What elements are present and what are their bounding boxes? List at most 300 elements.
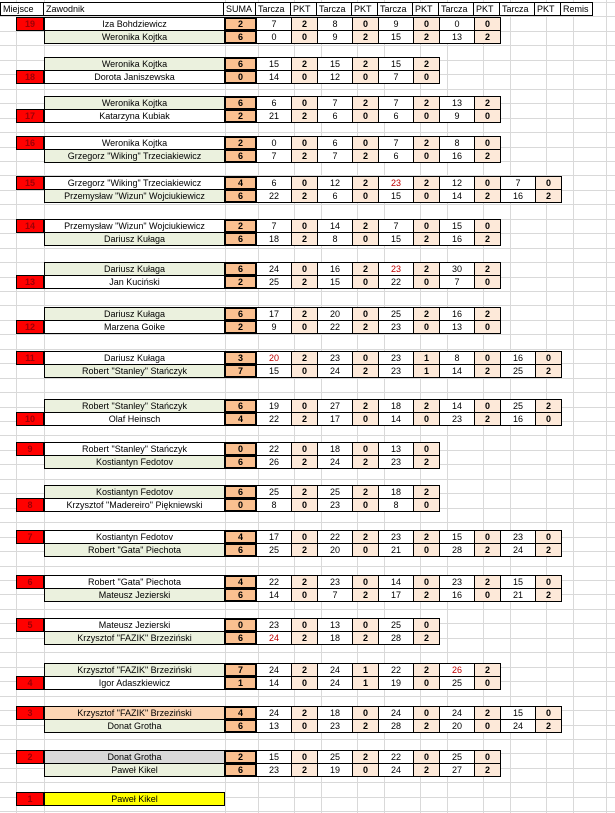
tarcza-cell[interactable]: 7 (256, 149, 292, 163)
place-badge[interactable]: 6 (16, 575, 44, 589)
suma-cell[interactable]: 2 (224, 17, 257, 31)
tarcza-cell[interactable]: 8 (439, 351, 475, 365)
pkt-cell[interactable]: 0 (352, 575, 379, 589)
pkt-cell[interactable]: 2 (352, 320, 379, 334)
tarcza-cell[interactable]: 20 (317, 543, 353, 557)
tarcza-cell[interactable]: 9 (378, 17, 414, 31)
pkt-cell[interactable]: 0 (535, 575, 562, 589)
suma-cell[interactable]: 4 (224, 530, 257, 544)
player-name-cell[interactable]: Igor Adaszkiewicz (44, 676, 225, 690)
tarcza-cell[interactable]: 25 (500, 364, 536, 378)
pkt-cell[interactable]: 0 (474, 719, 501, 733)
pkt-cell[interactable]: 0 (291, 750, 318, 764)
tarcza-cell[interactable]: 22 (378, 750, 414, 764)
tarcza-cell[interactable]: 20 (439, 719, 475, 733)
pkt-cell[interactable]: 2 (413, 176, 440, 190)
suma-cell[interactable]: 2 (224, 136, 257, 150)
tarcza-cell[interactable]: 7 (378, 136, 414, 150)
pkt-cell[interactable]: 0 (474, 399, 501, 413)
tarcza-cell[interactable]: 12 (317, 70, 353, 84)
pkt-cell[interactable]: 2 (413, 96, 440, 110)
place-badge[interactable]: 19 (16, 17, 44, 31)
header-cell-pkt-2[interactable]: PKT (351, 2, 378, 16)
pkt-cell[interactable]: 0 (474, 219, 501, 233)
pkt-cell[interactable]: 0 (352, 307, 379, 321)
place-badge[interactable]: 16 (16, 136, 44, 150)
tarcza-cell[interactable]: 12 (317, 176, 353, 190)
pkt-cell[interactable]: 2 (291, 351, 318, 365)
pkt-cell[interactable]: 0 (474, 109, 501, 123)
tarcza-cell[interactable]: 23 (317, 498, 353, 512)
pkt-cell[interactable]: 0 (413, 189, 440, 203)
pkt-cell[interactable]: 0 (413, 219, 440, 233)
tarcza-cell[interactable]: 23 (317, 719, 353, 733)
pkt-cell[interactable]: 2 (413, 530, 440, 544)
tarcza-cell[interactable]: 0 (256, 136, 292, 150)
pkt-cell[interactable]: 0 (291, 262, 318, 276)
pkt-cell[interactable]: 2 (291, 663, 318, 677)
pkt-cell[interactable]: 2 (291, 189, 318, 203)
tarcza-cell[interactable]: 6 (317, 109, 353, 123)
tarcza-cell[interactable]: 24 (317, 663, 353, 677)
pkt-cell[interactable]: 2 (413, 399, 440, 413)
tarcza-cell[interactable]: 16 (317, 262, 353, 276)
suma-cell[interactable]: 6 (224, 719, 257, 733)
player-name-cell[interactable]: Dariusz Kułaga (44, 307, 225, 321)
pkt-cell[interactable]: 1 (352, 663, 379, 677)
player-name-cell[interactable]: Kostiantyn Fedotov (44, 455, 225, 469)
pkt-cell[interactable]: 0 (352, 70, 379, 84)
tarcza-cell[interactable]: 15 (378, 57, 414, 71)
pkt-cell[interactable]: 0 (474, 676, 501, 690)
pkt-cell[interactable]: 2 (535, 588, 562, 602)
pkt-cell[interactable]: 0 (474, 530, 501, 544)
suma-cell[interactable]: 2 (224, 750, 257, 764)
tarcza-cell[interactable]: 15 (500, 575, 536, 589)
tarcza-cell[interactable]: 7 (256, 219, 292, 233)
tarcza-cell[interactable]: 15 (439, 530, 475, 544)
tarcza-cell[interactable]: 24 (256, 262, 292, 276)
tarcza-cell[interactable]: 9 (439, 109, 475, 123)
suma-cell[interactable]: 0 (224, 442, 257, 456)
player-name-cell[interactable]: Mateusz Jezierski (44, 588, 225, 602)
pkt-cell[interactable]: 2 (474, 543, 501, 557)
pkt-cell[interactable]: 2 (535, 399, 562, 413)
pkt-cell[interactable]: 2 (291, 17, 318, 31)
player-name-cell[interactable]: Kostiantyn Fedotov (44, 530, 225, 544)
pkt-cell[interactable]: 2 (413, 232, 440, 246)
tarcza-cell[interactable]: 14 (439, 189, 475, 203)
pkt-cell[interactable]: 0 (291, 219, 318, 233)
tarcza-cell[interactable]: 25 (256, 485, 292, 499)
pkt-cell[interactable]: 0 (352, 543, 379, 557)
tarcza-cell[interactable]: 7 (500, 176, 536, 190)
pkt-cell[interactable]: 2 (352, 176, 379, 190)
tarcza-cell[interactable]: 16 (500, 189, 536, 203)
place-badge[interactable]: 17 (16, 109, 44, 123)
tarcza-cell[interactable]: 15 (378, 189, 414, 203)
tarcza-cell[interactable]: 17 (256, 307, 292, 321)
suma-cell[interactable]: 6 (224, 399, 257, 413)
place-badge[interactable]: 5 (16, 618, 44, 632)
place-badge[interactable]: 3 (16, 706, 44, 720)
pkt-cell[interactable]: 0 (352, 351, 379, 365)
pkt-cell[interactable]: 2 (474, 663, 501, 677)
tarcza-cell[interactable]: 24 (500, 719, 536, 733)
tarcza-cell[interactable]: 7 (256, 17, 292, 31)
player-name-cell[interactable]: Mateusz Jezierski (44, 618, 225, 632)
tarcza-cell[interactable]: 23 (317, 575, 353, 589)
pkt-cell[interactable]: 2 (352, 719, 379, 733)
player-name-cell[interactable]: Dariusz Kułaga (44, 351, 225, 365)
pkt-cell[interactable]: 2 (535, 364, 562, 378)
tarcza-cell[interactable]: 24 (317, 364, 353, 378)
place-badge[interactable]: 1 (16, 792, 44, 806)
pkt-cell[interactable]: 0 (291, 364, 318, 378)
place-badge[interactable]: 7 (16, 530, 44, 544)
pkt-cell[interactable]: 2 (474, 96, 501, 110)
pkt-cell[interactable]: 0 (291, 719, 318, 733)
pkt-cell[interactable]: 0 (352, 763, 379, 777)
pkt-cell[interactable]: 2 (413, 631, 440, 645)
tarcza-cell[interactable]: 6 (256, 176, 292, 190)
place-badge[interactable]: 14 (16, 219, 44, 233)
tarcza-cell[interactable]: 23 (378, 320, 414, 334)
pkt-cell[interactable]: 2 (291, 109, 318, 123)
player-name-cell[interactable]: Dorota Janiszewska (44, 70, 225, 84)
tarcza-cell[interactable]: 25 (500, 399, 536, 413)
tarcza-cell[interactable]: 22 (317, 320, 353, 334)
pkt-cell[interactable]: 0 (413, 676, 440, 690)
tarcza-cell[interactable]: 20 (317, 307, 353, 321)
suma-cell[interactable]: 6 (224, 588, 257, 602)
player-name-cell[interactable]: Dariusz Kułaga (44, 262, 225, 276)
tarcza-cell[interactable]: 19 (256, 399, 292, 413)
pkt-cell[interactable]: 2 (352, 455, 379, 469)
pkt-cell[interactable]: 0 (413, 412, 440, 426)
pkt-cell[interactable]: 2 (291, 275, 318, 289)
pkt-cell[interactable]: 2 (474, 307, 501, 321)
suma-cell[interactable]: 6 (224, 96, 257, 110)
suma-cell[interactable]: 2 (224, 219, 257, 233)
tarcza-cell[interactable]: 7 (317, 96, 353, 110)
suma-cell[interactable]: 6 (224, 262, 257, 276)
tarcza-cell[interactable]: 22 (378, 663, 414, 677)
tarcza-cell[interactable]: 24 (439, 706, 475, 720)
tarcza-cell[interactable]: 7 (317, 149, 353, 163)
tarcza-cell[interactable]: 7 (378, 219, 414, 233)
pkt-cell[interactable]: 2 (474, 763, 501, 777)
tarcza-cell[interactable]: 23 (378, 364, 414, 378)
pkt-cell[interactable]: 2 (413, 588, 440, 602)
pkt-cell[interactable]: 0 (474, 136, 501, 150)
player-name-cell[interactable]: Iza Bohdziewicz (44, 17, 225, 31)
tarcza-cell[interactable]: 15 (378, 30, 414, 44)
tarcza-cell[interactable]: 15 (317, 275, 353, 289)
pkt-cell[interactable]: 2 (474, 412, 501, 426)
tarcza-cell[interactable]: 23 (317, 351, 353, 365)
tarcza-cell[interactable]: 0 (256, 30, 292, 44)
tarcza-cell[interactable]: 16 (439, 149, 475, 163)
tarcza-cell[interactable]: 13 (378, 442, 414, 456)
tarcza-cell[interactable]: 24 (500, 543, 536, 557)
suma-cell[interactable]: 0 (224, 498, 257, 512)
pkt-cell[interactable]: 2 (535, 189, 562, 203)
tarcza-cell[interactable]: 23 (378, 455, 414, 469)
tarcza-cell[interactable]: 7 (378, 70, 414, 84)
pkt-cell[interactable]: 1 (413, 351, 440, 365)
tarcza-cell[interactable]: 28 (378, 631, 414, 645)
place-badge[interactable]: 15 (16, 176, 44, 190)
player-name-cell[interactable]: Robert "Stanley" Stańczyk (44, 442, 225, 456)
pkt-cell[interactable]: 0 (413, 275, 440, 289)
tarcza-cell[interactable]: 23 (378, 351, 414, 365)
tarcza-cell[interactable]: 24 (378, 706, 414, 720)
tarcza-cell[interactable]: 25 (256, 543, 292, 557)
pkt-cell[interactable]: 0 (413, 17, 440, 31)
player-name-cell[interactable]: Weronika Kojtka (44, 136, 225, 150)
tarcza-cell[interactable]: 25 (317, 485, 353, 499)
tarcza-cell[interactable]: 23 (500, 530, 536, 544)
pkt-cell[interactable]: 0 (474, 588, 501, 602)
header-cell-pkt-1[interactable]: PKT (290, 2, 317, 16)
pkt-cell[interactable]: 1 (413, 364, 440, 378)
tarcza-cell[interactable]: 14 (439, 399, 475, 413)
pkt-cell[interactable]: 0 (291, 136, 318, 150)
pkt-cell[interactable]: 0 (352, 442, 379, 456)
tarcza-cell[interactable]: 14 (378, 412, 414, 426)
header-cell-tarcza-3[interactable]: Tarcza (377, 2, 413, 16)
place-badge[interactable]: 9 (16, 442, 44, 456)
pkt-cell[interactable]: 2 (291, 543, 318, 557)
tarcza-cell[interactable]: 24 (378, 763, 414, 777)
tarcza-cell[interactable]: 13 (317, 618, 353, 632)
tarcza-cell[interactable]: 28 (439, 543, 475, 557)
tarcza-cell[interactable]: 0 (439, 17, 475, 31)
tarcza-cell[interactable]: 18 (317, 706, 353, 720)
pkt-cell[interactable]: 0 (352, 498, 379, 512)
pkt-cell[interactable]: 2 (352, 149, 379, 163)
suma-cell[interactable]: 6 (224, 763, 257, 777)
tarcza-cell[interactable]: 25 (378, 307, 414, 321)
pkt-cell[interactable]: 2 (474, 189, 501, 203)
tarcza-cell[interactable]: 15 (256, 57, 292, 71)
suma-cell[interactable]: 7 (224, 364, 257, 378)
place-badge[interactable]: 4 (16, 676, 44, 690)
pkt-cell[interactable]: 2 (413, 136, 440, 150)
tarcza-cell[interactable]: 13 (256, 719, 292, 733)
pkt-cell[interactable]: 0 (291, 588, 318, 602)
tarcza-cell[interactable]: 22 (378, 275, 414, 289)
tarcza-cell[interactable]: 8 (317, 17, 353, 31)
tarcza-cell[interactable]: 19 (378, 676, 414, 690)
pkt-cell[interactable]: 0 (291, 399, 318, 413)
pkt-cell[interactable]: 0 (291, 498, 318, 512)
suma-cell[interactable]: 6 (224, 232, 257, 246)
pkt-cell[interactable]: 2 (352, 485, 379, 499)
pkt-cell[interactable]: 0 (352, 618, 379, 632)
tarcza-cell[interactable]: 23 (439, 412, 475, 426)
tarcza-cell[interactable]: 22 (256, 442, 292, 456)
pkt-cell[interactable]: 0 (535, 530, 562, 544)
pkt-cell[interactable]: 2 (291, 149, 318, 163)
pkt-cell[interactable]: 2 (413, 455, 440, 469)
pkt-cell[interactable]: 2 (291, 232, 318, 246)
tarcza-cell[interactable]: 8 (317, 232, 353, 246)
tarcza-cell[interactable]: 21 (378, 543, 414, 557)
tarcza-cell[interactable]: 6 (256, 96, 292, 110)
suma-cell[interactable]: 6 (224, 30, 257, 44)
pkt-cell[interactable]: 0 (413, 320, 440, 334)
tarcza-cell[interactable]: 8 (439, 136, 475, 150)
pkt-cell[interactable]: 2 (291, 307, 318, 321)
pkt-cell[interactable]: 2 (352, 588, 379, 602)
tarcza-cell[interactable]: 25 (317, 750, 353, 764)
suma-cell[interactable]: 6 (224, 149, 257, 163)
player-name-cell[interactable]: Paweł Kikel (44, 792, 225, 806)
suma-cell[interactable]: 6 (224, 485, 257, 499)
pkt-cell[interactable]: 2 (413, 663, 440, 677)
tarcza-cell[interactable]: 23 (256, 618, 292, 632)
tarcza-cell[interactable]: 23 (439, 575, 475, 589)
suma-cell[interactable]: 4 (224, 176, 257, 190)
suma-cell[interactable]: 4 (224, 575, 257, 589)
tarcza-cell[interactable]: 25 (439, 750, 475, 764)
tarcza-cell[interactable]: 22 (256, 412, 292, 426)
pkt-cell[interactable]: 0 (413, 442, 440, 456)
tarcza-cell[interactable]: 6 (378, 149, 414, 163)
tarcza-cell[interactable]: 15 (256, 364, 292, 378)
pkt-cell[interactable]: 2 (352, 30, 379, 44)
player-name-cell[interactable]: Robert "Stanley" Stańczyk (44, 364, 225, 378)
tarcza-cell[interactable]: 17 (256, 530, 292, 544)
pkt-cell[interactable]: 0 (474, 351, 501, 365)
tarcza-cell[interactable]: 14 (317, 219, 353, 233)
pkt-cell[interactable]: 2 (352, 530, 379, 544)
player-name-cell[interactable]: Jan Kuciński (44, 275, 225, 289)
suma-cell[interactable]: 0 (224, 618, 257, 632)
place-badge[interactable]: 18 (16, 70, 44, 84)
header-cell-tarcza-1[interactable]: Tarcza (255, 2, 291, 16)
tarcza-cell[interactable]: 18 (378, 399, 414, 413)
header-cell-pkt-4[interactable]: PKT (473, 2, 500, 16)
player-name-cell[interactable]: Paweł Kikel (44, 763, 225, 777)
pkt-cell[interactable]: 0 (413, 706, 440, 720)
tarcza-cell[interactable]: 13 (439, 96, 475, 110)
pkt-cell[interactable]: 0 (291, 176, 318, 190)
tarcza-cell[interactable]: 23 (378, 176, 414, 190)
tarcza-cell[interactable]: 18 (317, 631, 353, 645)
tarcza-cell[interactable]: 22 (317, 530, 353, 544)
pkt-cell[interactable]: 2 (413, 30, 440, 44)
pkt-cell[interactable]: 0 (413, 109, 440, 123)
pkt-cell[interactable]: 2 (413, 262, 440, 276)
suma-cell[interactable]: 6 (224, 543, 257, 557)
suma-cell[interactable]: 6 (224, 307, 257, 321)
tarcza-cell[interactable]: 14 (256, 676, 292, 690)
pkt-cell[interactable]: 2 (291, 763, 318, 777)
pkt-cell[interactable]: 2 (352, 399, 379, 413)
pkt-cell[interactable]: 2 (474, 232, 501, 246)
tarcza-cell[interactable]: 9 (317, 30, 353, 44)
tarcza-cell[interactable]: 14 (439, 364, 475, 378)
tarcza-cell[interactable]: 25 (378, 618, 414, 632)
player-name-cell[interactable]: Robert "Stanley" Stańczyk (44, 399, 225, 413)
tarcza-cell[interactable]: 18 (378, 485, 414, 499)
pkt-cell[interactable]: 0 (291, 530, 318, 544)
pkt-cell[interactable]: 2 (535, 719, 562, 733)
place-badge[interactable]: 13 (16, 275, 44, 289)
pkt-cell[interactable]: 2 (474, 149, 501, 163)
pkt-cell[interactable]: 0 (474, 320, 501, 334)
place-badge[interactable]: 11 (16, 351, 44, 365)
tarcza-cell[interactable]: 9 (256, 320, 292, 334)
tarcza-cell[interactable]: 23 (378, 262, 414, 276)
pkt-cell[interactable]: 2 (291, 412, 318, 426)
suma-cell[interactable]: 3 (224, 351, 257, 365)
player-name-cell[interactable]: Grzegorz "Wiking" Trzeciakiewicz (44, 149, 225, 163)
tarcza-cell[interactable]: 19 (317, 763, 353, 777)
pkt-cell[interactable]: 2 (291, 57, 318, 71)
pkt-cell[interactable]: 2 (291, 485, 318, 499)
tarcza-cell[interactable]: 8 (378, 498, 414, 512)
tarcza-cell[interactable]: 28 (378, 719, 414, 733)
player-name-cell[interactable]: Przemysław "Wizun" Wojciukiewicz (44, 219, 225, 233)
tarcza-cell[interactable]: 15 (378, 232, 414, 246)
suma-cell[interactable]: 1 (224, 676, 257, 690)
player-name-cell[interactable]: Weronika Kojtka (44, 96, 225, 110)
tarcza-cell[interactable]: 26 (256, 455, 292, 469)
tarcza-cell[interactable]: 26 (439, 663, 475, 677)
pkt-cell[interactable]: 0 (352, 706, 379, 720)
tarcza-cell[interactable]: 16 (439, 232, 475, 246)
suma-cell[interactable]: 4 (224, 412, 257, 426)
pkt-cell[interactable]: 2 (291, 455, 318, 469)
pkt-cell[interactable]: 0 (352, 189, 379, 203)
tarcza-cell[interactable]: 17 (317, 412, 353, 426)
tarcza-cell[interactable]: 6 (378, 109, 414, 123)
header-cell-miejsce[interactable]: Miejsce (0, 2, 44, 16)
player-name-cell[interactable]: Krzysztof "Madereiro" Piękniewski (44, 498, 225, 512)
tarcza-cell[interactable]: 7 (317, 588, 353, 602)
player-name-cell[interactable]: Donat Grotha (44, 750, 225, 764)
pkt-cell[interactable]: 2 (352, 631, 379, 645)
suma-cell[interactable]: 2 (224, 320, 257, 334)
pkt-cell[interactable]: 0 (291, 442, 318, 456)
tarcza-cell[interactable]: 15 (317, 57, 353, 71)
player-name-cell[interactable]: Donat Grotha (44, 719, 225, 733)
pkt-cell[interactable]: 0 (291, 676, 318, 690)
tarcza-cell[interactable]: 22 (256, 575, 292, 589)
header-cell-remis[interactable]: Remis (560, 2, 593, 16)
pkt-cell[interactable]: 0 (413, 70, 440, 84)
header-cell-zawodnik[interactable]: Zawodnik (43, 2, 224, 16)
tarcza-cell[interactable]: 6 (317, 136, 353, 150)
suma-cell[interactable]: 0 (224, 70, 257, 84)
pkt-cell[interactable]: 0 (535, 351, 562, 365)
tarcza-cell[interactable]: 13 (439, 320, 475, 334)
tarcza-cell[interactable]: 21 (256, 109, 292, 123)
pkt-cell[interactable]: 2 (474, 30, 501, 44)
pkt-cell[interactable]: 2 (291, 706, 318, 720)
tarcza-cell[interactable]: 16 (439, 588, 475, 602)
tarcza-cell[interactable]: 14 (378, 575, 414, 589)
player-name-cell[interactable]: Grzegorz "Wiking" Trzeciakiewicz (44, 176, 225, 190)
suma-cell[interactable]: 2 (224, 275, 257, 289)
tarcza-cell[interactable]: 25 (256, 275, 292, 289)
player-name-cell[interactable]: Weronika Kojtka (44, 30, 225, 44)
pkt-cell[interactable]: 2 (413, 719, 440, 733)
